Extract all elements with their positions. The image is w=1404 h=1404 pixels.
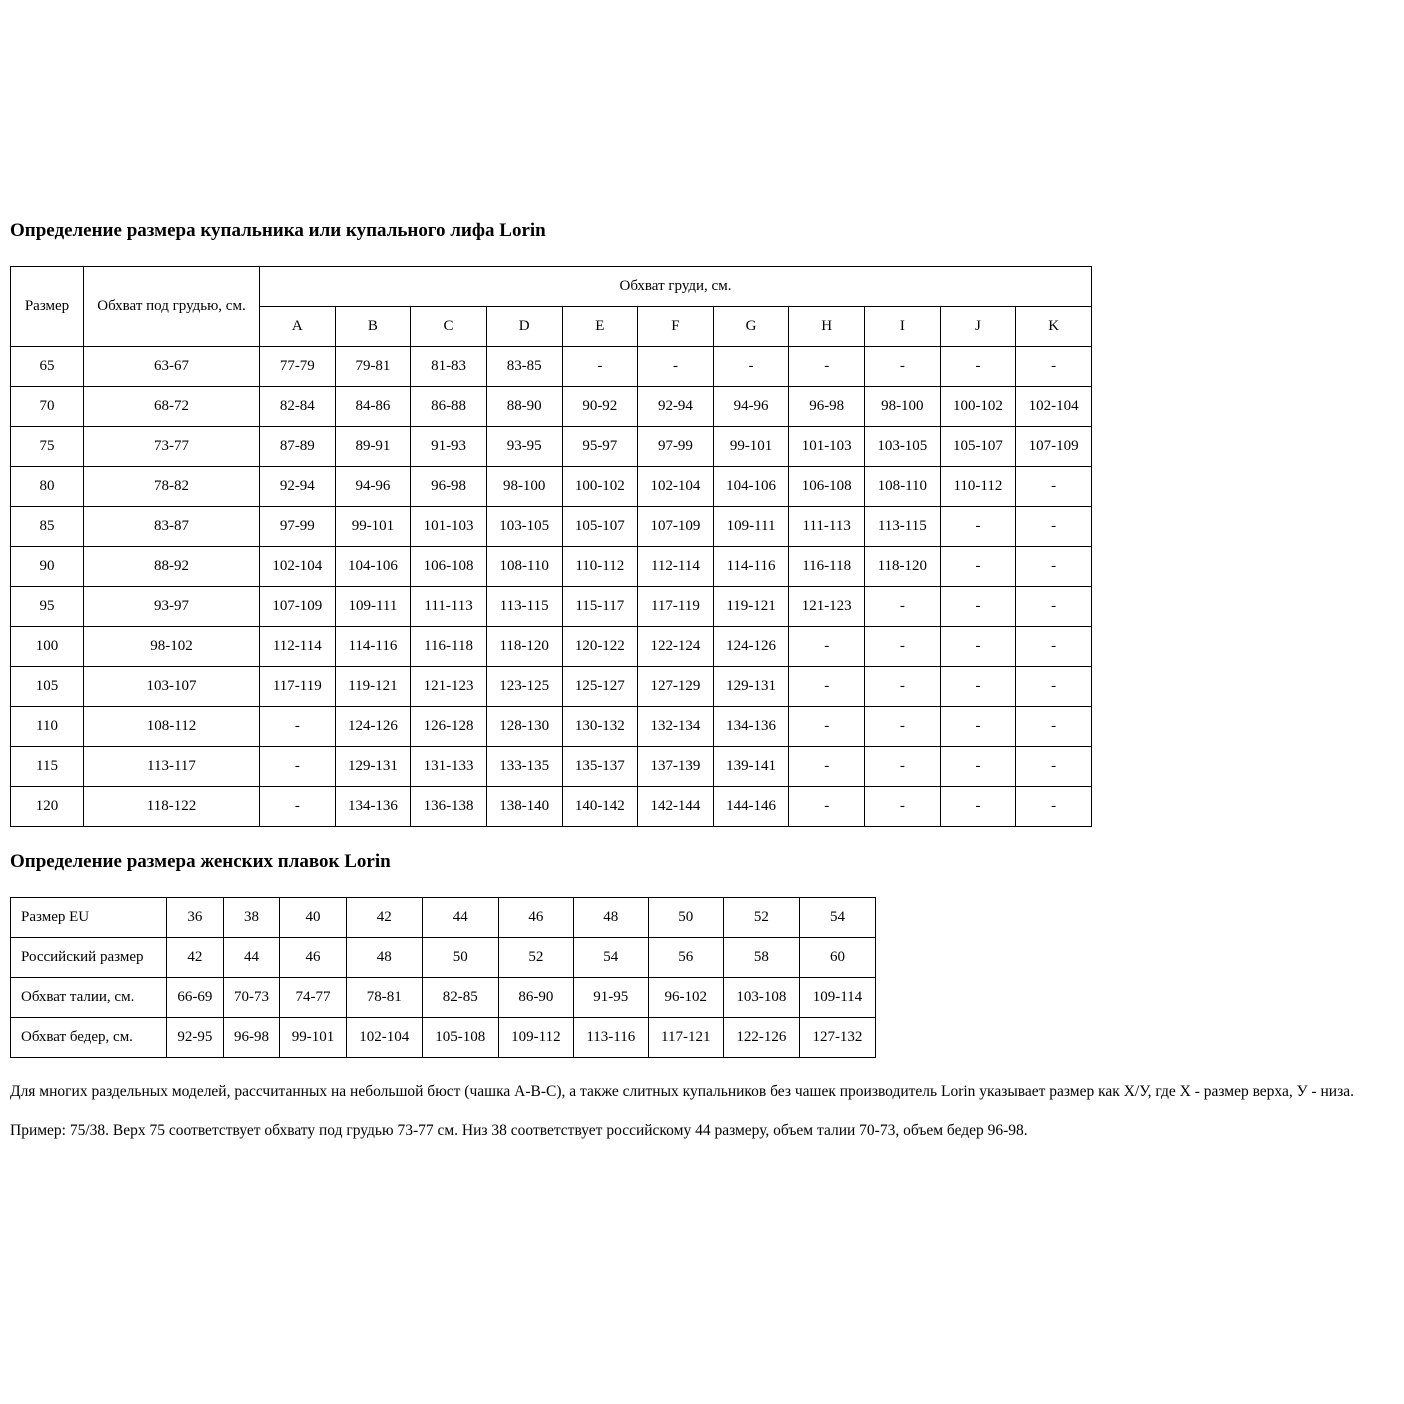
- bust-range-cell: -: [865, 786, 941, 826]
- bust-range-cell: -: [713, 346, 789, 386]
- bust-range-cell: -: [940, 786, 1016, 826]
- bust-range-cell: -: [260, 706, 336, 746]
- bust-range-cell: 104-106: [713, 466, 789, 506]
- briefs-row-label: Обхват талии, см.: [11, 977, 167, 1017]
- bust-range-cell: 102-104: [260, 546, 336, 586]
- bra-size-title: Определение размера купальника или купального лифа Lorin: [10, 220, 546, 241]
- bra-size-table: [10, 266, 1092, 827]
- cup-column-header-G: G: [713, 306, 789, 346]
- bust-range-cell: 109-111: [335, 586, 411, 626]
- bust-range-cell: -: [940, 586, 1016, 626]
- underbust-cell: 103-107: [84, 666, 260, 706]
- bust-range-cell: -: [940, 626, 1016, 666]
- bust-range-cell: -: [865, 346, 941, 386]
- bust-range-cell: -: [1016, 786, 1092, 826]
- bust-range-cell: 113-115: [486, 586, 562, 626]
- bust-range-cell: 124-126: [335, 706, 411, 746]
- bust-range-cell: 102-104: [638, 466, 714, 506]
- size-cell: 115: [11, 746, 84, 786]
- bust-range-cell: 144-146: [713, 786, 789, 826]
- size-cell: 100: [11, 626, 84, 666]
- bust-range-cell: -: [865, 626, 941, 666]
- underbust-cell: 68-72: [84, 386, 260, 426]
- footer-note-1: Для многих раздельных моделей, рассчитанных на небольшой бюст (чашка A-B-C), а также слитных купальников без чашек производитель Lorin указывает размер как Х/У, где Х - размер верха, У - низа.: [10, 1082, 1354, 1100]
- bust-range-cell: 121-123: [411, 666, 487, 706]
- briefs-row: [11, 977, 876, 1017]
- bust-range-cell: 118-120: [865, 546, 941, 586]
- bust-range-cell: 92-94: [638, 386, 714, 426]
- bust-range-cell: 84-86: [335, 386, 411, 426]
- bust-range-cell: -: [940, 666, 1016, 706]
- cup-column-header-B: B: [335, 306, 411, 346]
- size-row-120: [11, 786, 1092, 826]
- size-row-115: [11, 746, 1092, 786]
- bust-range-cell: 83-85: [486, 346, 562, 386]
- bust-range-cell: 107-109: [638, 506, 714, 546]
- bust-range-cell: 92-94: [260, 466, 336, 506]
- size-column-header: Размер: [11, 266, 84, 346]
- cup-column-header-H: H: [789, 306, 865, 346]
- briefs-row: [11, 937, 876, 977]
- bust-range-cell: 96-98: [789, 386, 865, 426]
- bust-range-cell: 105-107: [940, 426, 1016, 466]
- bust-range-cell: 104-106: [335, 546, 411, 586]
- briefs-row: [11, 897, 876, 937]
- bust-range-cell: 89-91: [335, 426, 411, 466]
- bust-range-cell: 82-84: [260, 386, 336, 426]
- footer-note-2: Пример: 75/38. Верх 75 соответствует обхвату под грудью 73-77 см. Низ 38 соответствует российскому 44 размеру, объем талии 70-73, объем бедер 96-98.: [10, 1122, 1028, 1140]
- briefs-value-cell: 74-77: [280, 977, 346, 1017]
- bust-range-cell: 100-102: [940, 386, 1016, 426]
- bust-range-cell: 120-122: [562, 626, 638, 666]
- bust-range-cell: 107-109: [1016, 426, 1092, 466]
- bust-range-cell: 95-97: [562, 426, 638, 466]
- bust-range-cell: 106-108: [411, 546, 487, 586]
- briefs-value-cell: 109-112: [498, 1017, 573, 1057]
- bust-range-cell: -: [1016, 746, 1092, 786]
- bust-range-cell: 112-114: [260, 626, 336, 666]
- size-cell: 90: [11, 546, 84, 586]
- bust-range-cell: 130-132: [562, 706, 638, 746]
- briefs-value-cell: 92-95: [167, 1017, 224, 1057]
- bust-range-cell: 100-102: [562, 466, 638, 506]
- bust-range-cell: 116-118: [411, 626, 487, 666]
- bust-range-cell: 98-100: [486, 466, 562, 506]
- bust-range-cell: -: [940, 706, 1016, 746]
- briefs-size-title: Определение размера женских плавок Lorin: [10, 850, 391, 872]
- briefs-value-cell: 96-102: [648, 977, 723, 1017]
- briefs-value-cell: 44: [223, 937, 280, 977]
- briefs-value-cell: 70-73: [223, 977, 280, 1017]
- group-header-row: [11, 266, 1092, 306]
- bust-range-cell: 135-137: [562, 746, 638, 786]
- bust-range-cell: 126-128: [411, 706, 487, 746]
- underbust-cell: 108-112: [84, 706, 260, 746]
- bust-range-cell: 107-109: [260, 586, 336, 626]
- bust-range-cell: 94-96: [713, 386, 789, 426]
- briefs-value-cell: 42: [167, 937, 224, 977]
- underbust-cell: 113-117: [84, 746, 260, 786]
- bust-range-cell: 129-131: [713, 666, 789, 706]
- bust-range-cell: -: [260, 786, 336, 826]
- bust-range-cell: 99-101: [335, 506, 411, 546]
- bust-range-cell: 110-112: [940, 466, 1016, 506]
- size-cell: 120: [11, 786, 84, 826]
- bust-range-cell: 91-93: [411, 426, 487, 466]
- size-row-110: [11, 706, 1092, 746]
- bust-range-cell: 98-100: [865, 386, 941, 426]
- underbust-cell: 73-77: [84, 426, 260, 466]
- bust-range-cell: 99-101: [713, 426, 789, 466]
- briefs-value-cell: 78-81: [346, 977, 422, 1017]
- bust-range-cell: 115-117: [562, 586, 638, 626]
- briefs-value-cell: 56: [648, 937, 723, 977]
- bust-range-cell: 139-141: [713, 746, 789, 786]
- bust-range-cell: -: [1016, 466, 1092, 506]
- bust-range-cell: 97-99: [260, 506, 336, 546]
- size-row-65: [11, 346, 1092, 386]
- bust-range-cell: 113-115: [865, 506, 941, 546]
- bust-range-cell: -: [1016, 586, 1092, 626]
- briefs-value-cell: 102-104: [346, 1017, 422, 1057]
- bust-range-cell: 129-131: [335, 746, 411, 786]
- bust-range-cell: 116-118: [789, 546, 865, 586]
- size-cell: 95: [11, 586, 84, 626]
- size-row-100: [11, 626, 1092, 666]
- bust-range-cell: -: [940, 346, 1016, 386]
- underbust-cell: 78-82: [84, 466, 260, 506]
- bust-range-cell: -: [789, 706, 865, 746]
- briefs-size-table-body: [11, 897, 876, 1057]
- bust-range-cell: 119-121: [335, 666, 411, 706]
- briefs-value-cell: 54: [574, 937, 649, 977]
- bust-range-cell: 138-140: [486, 786, 562, 826]
- size-cell: 75: [11, 426, 84, 466]
- bust-range-cell: -: [1016, 506, 1092, 546]
- briefs-value-cell: 103-108: [723, 977, 799, 1017]
- cup-column-header-D: D: [486, 306, 562, 346]
- size-row-95: [11, 586, 1092, 626]
- size-row-80: [11, 466, 1092, 506]
- bust-range-cell: -: [1016, 706, 1092, 746]
- size-row-105: [11, 666, 1092, 706]
- bust-range-cell: 134-136: [713, 706, 789, 746]
- bust-range-cell: -: [789, 746, 865, 786]
- bust-range-cell: 96-98: [411, 466, 487, 506]
- bust-range-cell: -: [562, 346, 638, 386]
- cup-column-header-E: E: [562, 306, 638, 346]
- briefs-value-cell: 58: [723, 937, 799, 977]
- size-cell: 105: [11, 666, 84, 706]
- bust-range-cell: -: [1016, 626, 1092, 666]
- bust-range-cell: 118-120: [486, 626, 562, 666]
- bust-range-cell: 123-125: [486, 666, 562, 706]
- bust-range-cell: 124-126: [713, 626, 789, 666]
- bust-range-cell: 134-136: [335, 786, 411, 826]
- briefs-row-label: Российский размер: [11, 937, 167, 977]
- bust-range-cell: -: [1016, 546, 1092, 586]
- bust-range-cell: -: [1016, 346, 1092, 386]
- briefs-value-cell: 96-98: [223, 1017, 280, 1057]
- bust-range-cell: 108-110: [865, 466, 941, 506]
- bust-range-cell: 140-142: [562, 786, 638, 826]
- briefs-value-cell: 91-95: [574, 977, 649, 1017]
- bust-range-cell: 79-81: [335, 346, 411, 386]
- cup-column-header-J: J: [940, 306, 1016, 346]
- bust-range-cell: 86-88: [411, 386, 487, 426]
- size-cell: 65: [11, 346, 84, 386]
- bust-range-cell: 87-89: [260, 426, 336, 466]
- bust-range-cell: 94-96: [335, 466, 411, 506]
- bust-range-cell: -: [865, 706, 941, 746]
- bust-range-cell: 122-124: [638, 626, 714, 666]
- cup-column-header-C: C: [411, 306, 487, 346]
- bust-range-cell: -: [865, 666, 941, 706]
- bust-range-cell: -: [940, 506, 1016, 546]
- bust-range-cell: -: [789, 666, 865, 706]
- cup-column-header-A: A: [260, 306, 336, 346]
- bust-range-cell: 77-79: [260, 346, 336, 386]
- bust-range-cell: 117-119: [638, 586, 714, 626]
- bust-range-cell: 117-119: [260, 666, 336, 706]
- briefs-row-label: Обхват бедер, см.: [11, 1017, 167, 1057]
- bust-range-cell: 90-92: [562, 386, 638, 426]
- bust-range-cell: 119-121: [713, 586, 789, 626]
- briefs-value-cell: 48: [346, 937, 422, 977]
- briefs-value-cell: 109-114: [799, 977, 875, 1017]
- briefs-value-cell: 105-108: [422, 1017, 498, 1057]
- cup-column-header-F: F: [638, 306, 714, 346]
- briefs-value-cell: 46: [498, 897, 573, 937]
- bra-size-table-header: [11, 266, 1092, 346]
- bust-range-cell: 111-113: [411, 586, 487, 626]
- bust-range-cell: 88-90: [486, 386, 562, 426]
- bust-range-cell: -: [1016, 666, 1092, 706]
- briefs-value-cell: 86-90: [498, 977, 573, 1017]
- bust-range-cell: 103-105: [865, 426, 941, 466]
- bust-range-cell: 131-133: [411, 746, 487, 786]
- briefs-value-cell: 44: [422, 897, 498, 937]
- cup-column-header-I: I: [865, 306, 941, 346]
- bust-range-cell: 114-116: [335, 626, 411, 666]
- bust-range-cell: 111-113: [789, 506, 865, 546]
- bust-range-cell: -: [789, 626, 865, 666]
- size-cell: 110: [11, 706, 84, 746]
- cup-column-header-K: K: [1016, 306, 1092, 346]
- briefs-value-cell: 48: [574, 897, 649, 937]
- briefs-value-cell: 46: [280, 937, 346, 977]
- briefs-value-cell: 40: [280, 897, 346, 937]
- briefs-value-cell: 66-69: [167, 977, 224, 1017]
- size-cell: 70: [11, 386, 84, 426]
- bust-range-cell: 102-104: [1016, 386, 1092, 426]
- bust-range-cell: -: [789, 346, 865, 386]
- size-row-75: [11, 426, 1092, 466]
- bust-range-cell: 128-130: [486, 706, 562, 746]
- bust-range-cell: 110-112: [562, 546, 638, 586]
- briefs-value-cell: 113-116: [574, 1017, 649, 1057]
- briefs-value-cell: 99-101: [280, 1017, 346, 1057]
- bust-range-cell: 125-127: [562, 666, 638, 706]
- bust-range-cell: -: [638, 346, 714, 386]
- briefs-value-cell: 60: [799, 937, 875, 977]
- briefs-value-cell: 54: [799, 897, 875, 937]
- bra-size-table-body: [11, 346, 1092, 826]
- briefs-value-cell: 117-121: [648, 1017, 723, 1057]
- size-cell: 80: [11, 466, 84, 506]
- briefs-value-cell: 52: [498, 937, 573, 977]
- underbust-cell: 63-67: [84, 346, 260, 386]
- bust-range-cell: 133-135: [486, 746, 562, 786]
- bust-range-cell: -: [940, 546, 1016, 586]
- bust-group-header: Обхват груди, см.: [260, 266, 1092, 306]
- bust-range-cell: -: [789, 786, 865, 826]
- bust-range-cell: 101-103: [411, 506, 487, 546]
- size-row-70: [11, 386, 1092, 426]
- bust-range-cell: 114-116: [713, 546, 789, 586]
- bust-range-cell: 101-103: [789, 426, 865, 466]
- bust-range-cell: 97-99: [638, 426, 714, 466]
- size-row-90: [11, 546, 1092, 586]
- bust-range-cell: -: [260, 746, 336, 786]
- underbust-cell: 83-87: [84, 506, 260, 546]
- size-row-85: [11, 506, 1092, 546]
- bust-range-cell: -: [865, 746, 941, 786]
- briefs-row-label: Размер EU: [11, 897, 167, 937]
- bust-range-cell: 132-134: [638, 706, 714, 746]
- briefs-value-cell: 52: [723, 897, 799, 937]
- bust-range-cell: 108-110: [486, 546, 562, 586]
- bust-range-cell: 127-129: [638, 666, 714, 706]
- bust-range-cell: 137-139: [638, 746, 714, 786]
- briefs-value-cell: 127-132: [799, 1017, 875, 1057]
- bust-range-cell: 106-108: [789, 466, 865, 506]
- briefs-size-table: [10, 897, 876, 1058]
- bust-range-cell: 93-95: [486, 426, 562, 466]
- bust-range-cell: -: [865, 586, 941, 626]
- bust-range-cell: 103-105: [486, 506, 562, 546]
- briefs-value-cell: 50: [422, 937, 498, 977]
- briefs-value-cell: 50: [648, 897, 723, 937]
- bust-range-cell: -: [940, 746, 1016, 786]
- bust-range-cell: 109-111: [713, 506, 789, 546]
- bust-range-cell: 136-138: [411, 786, 487, 826]
- underbust-column-header: Обхват под грудью, см.: [84, 266, 260, 346]
- underbust-cell: 88-92: [84, 546, 260, 586]
- briefs-value-cell: 82-85: [422, 977, 498, 1017]
- underbust-cell: 93-97: [84, 586, 260, 626]
- bust-range-cell: 142-144: [638, 786, 714, 826]
- bust-range-cell: 105-107: [562, 506, 638, 546]
- size-cell: 85: [11, 506, 84, 546]
- underbust-cell: 118-122: [84, 786, 260, 826]
- briefs-value-cell: 122-126: [723, 1017, 799, 1057]
- briefs-row: [11, 1017, 876, 1057]
- underbust-cell: 98-102: [84, 626, 260, 666]
- bust-range-cell: 121-123: [789, 586, 865, 626]
- bust-range-cell: 112-114: [638, 546, 714, 586]
- briefs-value-cell: 42: [346, 897, 422, 937]
- briefs-value-cell: 38: [223, 897, 280, 937]
- briefs-value-cell: 36: [167, 897, 224, 937]
- bust-range-cell: 81-83: [411, 346, 487, 386]
